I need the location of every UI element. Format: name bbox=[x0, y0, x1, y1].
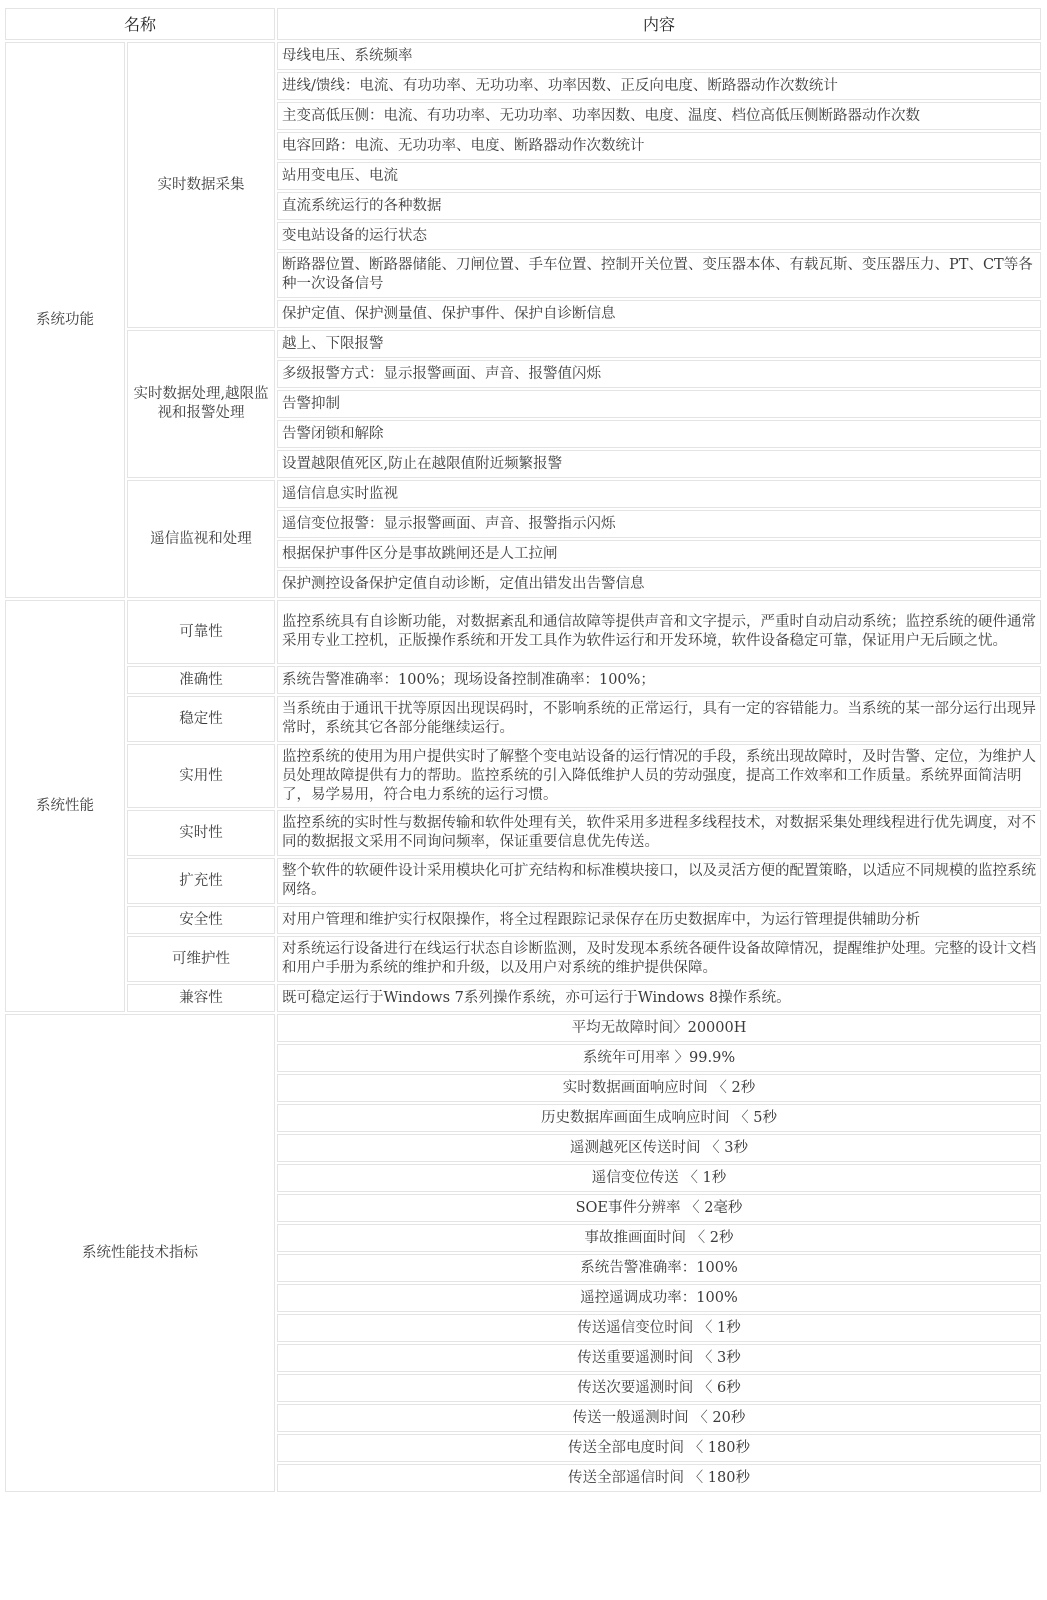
indicator-item: 遥控遥调成功率：100% bbox=[277, 1284, 1041, 1312]
function-item: 保护测控设备保护定值自动诊断，定值出错发出告警信息 bbox=[277, 570, 1041, 598]
group-label: 实时数据采集 bbox=[127, 42, 275, 328]
function-item: 遥信信息实时监视 bbox=[277, 480, 1041, 508]
function-item: 变电站设备的运行状态 bbox=[277, 222, 1041, 250]
indicator-item: 平均无故障时间〉20000H bbox=[277, 1014, 1041, 1042]
group-label: 遥信监视和处理 bbox=[127, 480, 275, 598]
indicator-item: 实时数据画面响应时间 〈 2秒 bbox=[277, 1074, 1041, 1102]
spec-table bbox=[3, 6, 1043, 1494]
function-item: 告警闭锁和解除 bbox=[277, 420, 1041, 448]
table-row bbox=[5, 906, 1041, 934]
indicator-item: 传送全部电度时间 〈 180秒 bbox=[277, 1434, 1041, 1462]
function-item: 电容回路：电流、无功功率、电度、断路器动作次数统计 bbox=[277, 132, 1041, 160]
table-row bbox=[5, 810, 1041, 856]
function-item: 设置越限值死区,防止在越限值附近频繁报警 bbox=[277, 450, 1041, 478]
indicator-item: 事故推画面时间 〈 2秒 bbox=[277, 1224, 1041, 1252]
performance-label: 安全性 bbox=[127, 906, 275, 934]
indicator-item: 传送重要遥测时间 〈 3秒 bbox=[277, 1344, 1041, 1372]
function-item: 遥信变位报警：显示报警画面、声音、报警指示闪烁 bbox=[277, 510, 1041, 538]
table-row bbox=[5, 1014, 1041, 1042]
performance-text: 既可稳定运行于Windows 7系列操作系统，亦可运行于Windows 8操作系统。 bbox=[277, 984, 1041, 1012]
header-row bbox=[5, 8, 1041, 40]
performance-text: 当系统由于通讯干扰等原因出现误码时，不影响系统的正常运行，具有一定的容错能力。当系统的某一部分运行出现异常时，系统其它各部分能继续运行。 bbox=[277, 696, 1041, 742]
performance-label: 可靠性 bbox=[127, 600, 275, 664]
indicator-item: 传送遥信变位时间 〈 1秒 bbox=[277, 1314, 1041, 1342]
indicator-item: 系统年可用率 〉99.9% bbox=[277, 1044, 1041, 1072]
table-row bbox=[5, 984, 1041, 1012]
table-row bbox=[5, 42, 1041, 70]
function-item: 告警抑制 bbox=[277, 390, 1041, 418]
indicator-item: 传送全部遥信时间 〈 180秒 bbox=[277, 1464, 1041, 1492]
table-row bbox=[5, 696, 1041, 742]
function-item: 越上、下限报警 bbox=[277, 330, 1041, 358]
table-row bbox=[5, 330, 1041, 358]
function-item: 多级报警方式：显示报警画面、声音、报警值闪烁 bbox=[277, 360, 1041, 388]
indicator-item: 系统告警准确率：100% bbox=[277, 1254, 1041, 1282]
table-row bbox=[5, 936, 1041, 982]
performance-label: 可维护性 bbox=[127, 936, 275, 982]
indicator-item: 遥测越死区传送时间 〈 3秒 bbox=[277, 1134, 1041, 1162]
category-functions: 系统功能 bbox=[5, 42, 125, 598]
function-item: 主变高低压侧：电流、有功功率、无功功率、功率因数、电度、温度、档位高低压侧断路器动作次数 bbox=[277, 102, 1041, 130]
performance-text: 系统告警准确率：100%；现场设备控制准确率：100%； bbox=[277, 666, 1041, 694]
performance-label: 实用性 bbox=[127, 744, 275, 808]
table-row bbox=[5, 480, 1041, 508]
performance-label: 兼容性 bbox=[127, 984, 275, 1012]
function-item: 直流系统运行的各种数据 bbox=[277, 192, 1041, 220]
performance-label: 扩充性 bbox=[127, 858, 275, 904]
performance-text: 监控系统具有自诊断功能，对数据紊乱和通信故障等提供声音和文字提示，严重时自动启动系统；监控系统的硬件通常采用专业工控机，正版操作系统和开发工具作为软件运行和开发环境，软件设备稳定可靠，保证用户无后顾之忧。 bbox=[277, 600, 1041, 664]
table-row bbox=[5, 666, 1041, 694]
category-indicators: 系统性能技术指标 bbox=[5, 1014, 275, 1492]
performance-label: 准确性 bbox=[127, 666, 275, 694]
header-name: 名称 bbox=[5, 8, 275, 40]
table-row bbox=[5, 744, 1041, 808]
indicator-item: 历史数据库画面生成响应时间 〈 5秒 bbox=[277, 1104, 1041, 1132]
function-item: 断路器位置、断路器储能、刀闸位置、手车位置、控制开关位置、变压器本体、有载瓦斯、变压器压力、PT、CT等各种一次设备信号 bbox=[277, 252, 1041, 298]
performance-text: 对用户管理和维护实行权限操作，将全过程跟踪记录保存在历史数据库中，为运行管理提供辅助分析 bbox=[277, 906, 1041, 934]
performance-label: 实时性 bbox=[127, 810, 275, 856]
indicator-item: SOE事件分辨率 〈 2毫秒 bbox=[277, 1194, 1041, 1222]
indicator-item: 传送一般遥测时间 〈 20秒 bbox=[277, 1404, 1041, 1432]
performance-text: 整个软件的软硬件设计采用模块化可扩充结构和标准模块接口，以及灵活方便的配置策略，以适应不同规模的监控系统网络。 bbox=[277, 858, 1041, 904]
performance-text: 对系统运行设备进行在线运行状态自诊断监测，及时发现本系统各硬件设备故障情况，提醒维护处理。完整的设计文档和用户手册为系统的维护和升级，以及用户对系统的维护提供保障。 bbox=[277, 936, 1041, 982]
header-content: 内容 bbox=[277, 8, 1041, 40]
indicator-item: 传送次要遥测时间 〈 6秒 bbox=[277, 1374, 1041, 1402]
function-item: 进线/馈线：电流、有功功率、无功功率、功率因数、正反向电度、断路器动作次数统计 bbox=[277, 72, 1041, 100]
performance-text: 监控系统的使用为用户提供实时了解整个变电站设备的运行情况的手段，系统出现故障时，及时告警、定位，为维护人员处理故障提供有力的帮助。监控系统的引入降低维护人员的劳动强度，提高工作效率和工作质量。系统界面简洁明了，易学易用，符合电力系统的运行习惯。 bbox=[277, 744, 1041, 808]
table-row bbox=[5, 600, 1041, 664]
function-item: 母线电压、系统频率 bbox=[277, 42, 1041, 70]
group-label: 实时数据处理,越限监视和报警处理 bbox=[127, 330, 275, 478]
table-row bbox=[5, 858, 1041, 904]
function-item: 根据保护事件区分是事故跳闸还是人工拉闸 bbox=[277, 540, 1041, 568]
performance-label: 稳定性 bbox=[127, 696, 275, 742]
category-performance: 系统性能 bbox=[5, 600, 125, 1012]
indicator-item: 遥信变位传送 〈 1秒 bbox=[277, 1164, 1041, 1192]
performance-text: 监控系统的实时性与数据传输和软件处理有关，软件采用多进程多线程技术，对数据采集处理线程进行优先调度，对不同的数据报文采用不同询问频率，保证重要信息优先传送。 bbox=[277, 810, 1041, 856]
function-item: 保护定值、保护测量值、保护事件、保护自诊断信息 bbox=[277, 300, 1041, 328]
function-item: 站用变电压、电流 bbox=[277, 162, 1041, 190]
